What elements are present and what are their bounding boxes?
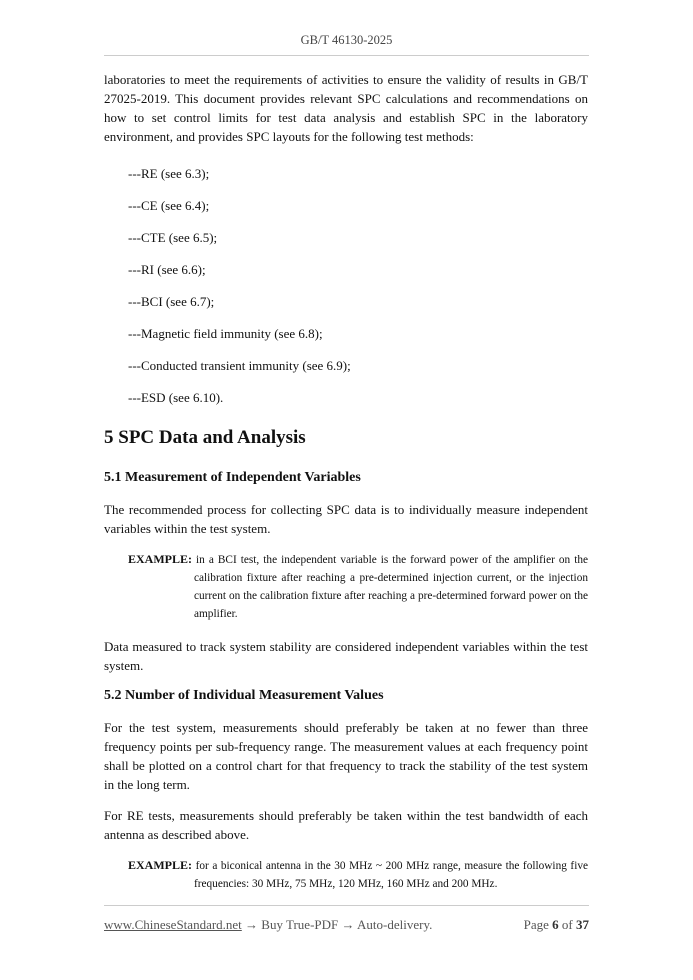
section-5-heading: 5 SPC Data and Analysis (104, 427, 306, 448)
paragraph: For RE tests, measurements should preferably be taken within the test bandwidth of each antenna as described above. (104, 808, 588, 842)
method-item: ---Magnetic field immunity (see 6.8); (128, 326, 323, 341)
intro-paragraph: laboratories to meet the requirements of activities to ensure the validity of results in GB/T 27025-2019. This document provides relevant SPC calculations and recommendations on how to set control limits for test data analysis and establish SPC in the laboratory environment, and provides SPC layouts for the following test methods: (104, 72, 588, 144)
page-content (104, 70, 588, 893)
example-text: in a BCI test, the independent variable is the forward power of the amplifier on the calibration fixture after reaching a pre-determined injection current, or the injection current on the calibration fixture after reaching a pre-determined forward power on the amplifier. (194, 554, 588, 620)
paragraph: The recommended process for collecting SPC data is to individually measure independent variables within the test system. (104, 502, 588, 536)
example-block (128, 856, 588, 893)
method-item: ---RI (see 6.6); (128, 262, 206, 277)
method-item: ---ESD (see 6.10). (128, 390, 224, 405)
method-item: ---RE (see 6.3); (128, 166, 210, 181)
footer-promo (104, 915, 432, 934)
method-item: ---CTE (see 6.5); (128, 230, 218, 245)
method-item: ---CE (see 6.4); (128, 198, 210, 213)
page-number (524, 915, 589, 934)
total-pages: 37 (576, 917, 589, 932)
footer-divider (104, 905, 589, 906)
paragraph: Data measured to track system stability are considered independent variables within the test system. (104, 639, 588, 673)
section-5-2-heading: 5.2 Number of Individual Measurement Values (104, 688, 384, 703)
header-divider (104, 55, 589, 56)
arrow-right-icon: → (245, 917, 259, 932)
example-label: EXAMPLE: (128, 858, 192, 872)
method-item: ---Conducted transient immunity (see 6.9); (128, 358, 351, 373)
example-label: EXAMPLE: (128, 552, 192, 566)
example-text: for a biconical antenna in the 30 MHz ~ 200 MHz range, measure the following five frequencies: 30 MHz, 75 MHz, 120 MHz, 160 MHz and 200 MHz. (194, 860, 588, 890)
buy-text: Buy True-PDF (261, 917, 339, 932)
method-item: ---BCI (see 6.7); (128, 294, 215, 309)
paragraph: For the test system, measurements should preferably be taken at no fewer than three frequency points per sub-frequency range. The measurement values at each frequency point shall be plotted on a control chart for that frequency to track the stability of the test system in the long term. (104, 720, 588, 792)
page-label: Page (523, 917, 549, 932)
example-block (128, 550, 588, 623)
page-footer (104, 915, 589, 954)
of-label: of (561, 917, 573, 932)
arrow-right-icon: → (341, 917, 355, 932)
site-link[interactable]: www.ChineseStandard.net (104, 917, 242, 932)
delivery-text: Auto-delivery. (357, 917, 433, 932)
current-page: 6 (552, 917, 559, 932)
section-5-1-heading: 5.1 Measurement of Independent Variables (104, 470, 361, 485)
page-header: GB/T 46130-2025 (300, 33, 393, 47)
